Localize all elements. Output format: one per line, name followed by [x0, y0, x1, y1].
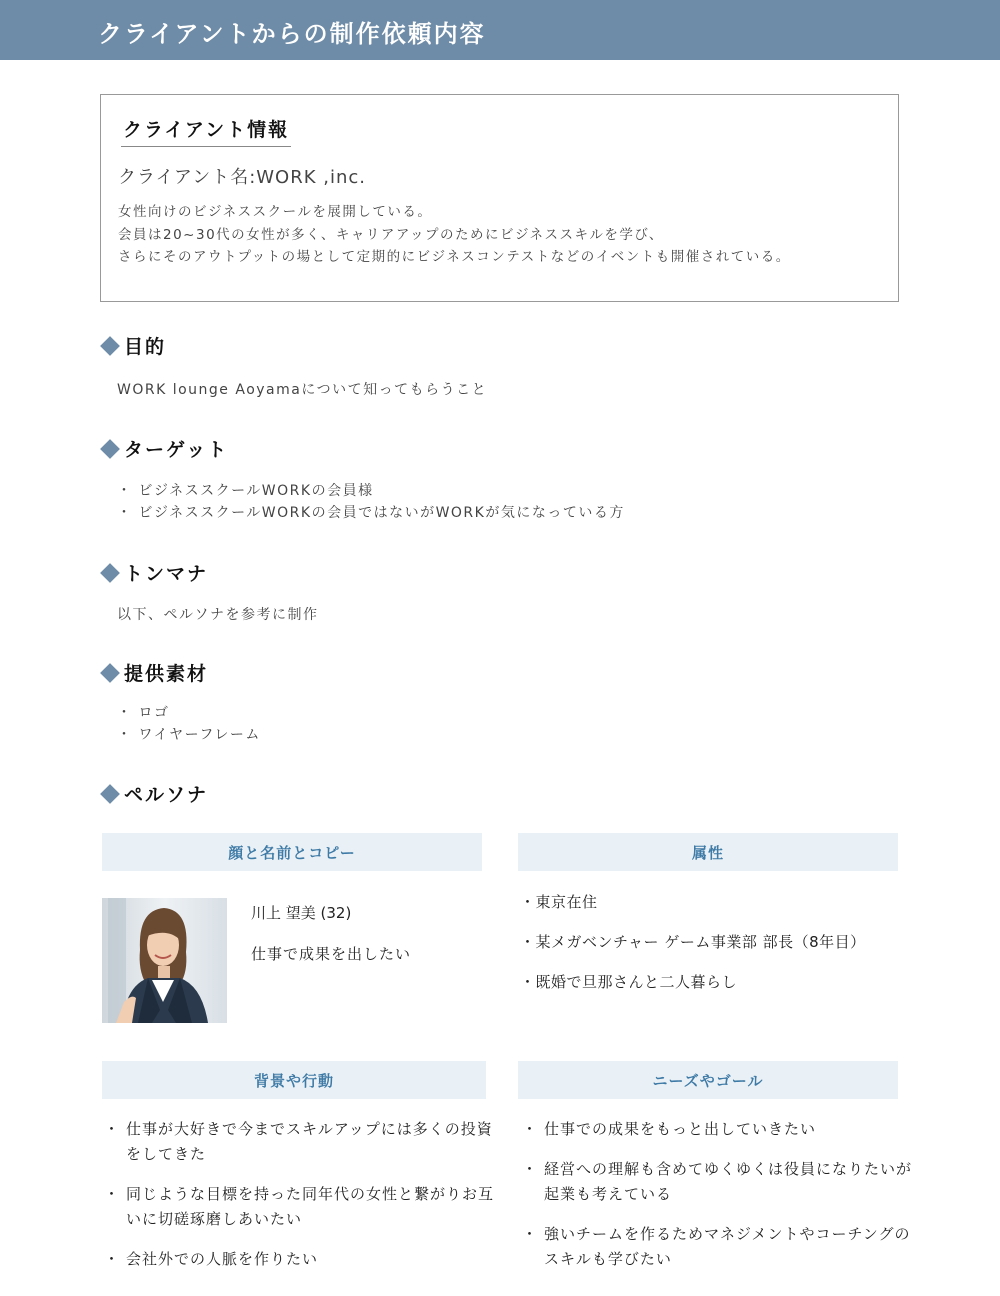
- client-description: [118, 201, 791, 269]
- client-info-box: [100, 94, 899, 302]
- list-item: ・ ワイヤーフレーム: [117, 727, 261, 743]
- purpose-text: WORK lounge Aoyamaについて知ってもらうこと: [117, 382, 488, 398]
- target-title: ターゲット: [124, 439, 229, 461]
- attributes-card-header: 属性: [518, 833, 898, 871]
- client-info-heading: クライアント情報: [121, 115, 291, 147]
- needs-card-header: ニーズやゴール: [518, 1061, 898, 1099]
- diamond-icon: [100, 563, 120, 583]
- target-list: [117, 480, 625, 524]
- list-item: ・ ビジネススクールWORKの会員様: [117, 483, 374, 499]
- diamond-icon: [100, 784, 120, 804]
- list-item: ・ 同じような目標を持った同年代の女性と繋がりお互 いに切磋琢磨しあいたい: [104, 1185, 495, 1228]
- diamond-icon: [100, 439, 120, 459]
- persona-title: ペルソナ: [124, 784, 209, 806]
- target-heading: [100, 435, 228, 462]
- list-item: ・ 仕事が大好きで今までスキルアップには多くの投資 をしてきた: [104, 1120, 493, 1163]
- list-item: ・ 仕事での成果をもっと出していきたい: [522, 1120, 817, 1138]
- attribute-item: ・某メガベンチャー ゲーム事業部 部長（8年目）: [520, 933, 866, 951]
- tone-title: トンマナ: [124, 563, 209, 585]
- needs-list: [522, 1117, 912, 1287]
- list-item: ・ ロゴ: [117, 705, 170, 721]
- persona-name: 川上 望美 (32): [251, 904, 352, 922]
- persona-heading: [100, 780, 208, 807]
- client-desc-line: 会員は20~30代の女性が多く、キャリアアップのためにビジネススキルを学び、: [118, 226, 664, 243]
- list-item: ・ 強いチームを作るためマネジメントやコーチングの スキルも学びたい: [522, 1225, 911, 1268]
- face-card-header: 顔と名前とコピー: [102, 833, 482, 871]
- tone-heading: [100, 559, 208, 586]
- page-header: [0, 0, 1000, 60]
- client-desc-line: さらにそのアウトプットの場として定期的にビジネスコンテストなどのイベントも開催されている。: [118, 249, 791, 265]
- tone-text: 以下、ペルソナを参考に制作: [117, 607, 319, 623]
- list-item: ・ ビジネススクールWORKの会員ではないがWORKが気になっている方: [117, 505, 625, 521]
- list-item: ・ 会社外での人脈を作りたい: [104, 1250, 319, 1268]
- materials-title: 提供素材: [124, 663, 209, 685]
- materials-list: [117, 702, 261, 746]
- page-title: クライアントからの制作依頼内容: [98, 20, 486, 48]
- persona-photo: [102, 898, 227, 1023]
- list-item: ・ 経営への理解も含めてゆくゆくは役員になりたいが 起業も考えている: [522, 1160, 913, 1203]
- diamond-icon: [100, 336, 120, 356]
- diamond-icon: [100, 663, 120, 683]
- background-list: [104, 1117, 494, 1287]
- background-card-header: 背景や行動: [102, 1061, 486, 1099]
- client-name: クライアント名:WORK ,inc.: [118, 167, 367, 188]
- client-desc-line: 女性向けのビジネススクールを展開している。: [118, 204, 433, 220]
- attributes-list: [520, 892, 866, 1012]
- persona-copy: 仕事で成果を出したい: [251, 945, 412, 963]
- purpose-title: 目的: [124, 336, 167, 358]
- purpose-heading: [100, 332, 166, 359]
- attribute-item: ・既婚で旦那さんと二人暮らし: [520, 973, 738, 991]
- attribute-item: ・東京在住: [520, 893, 598, 911]
- materials-heading: [100, 659, 208, 686]
